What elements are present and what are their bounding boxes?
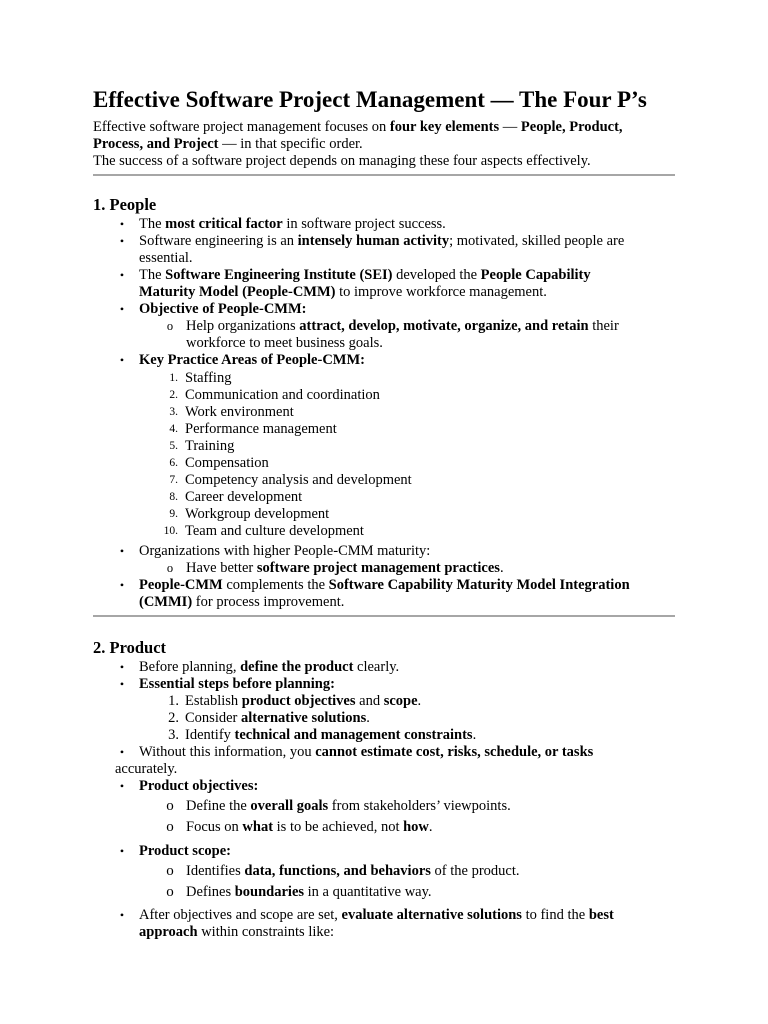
bold-text: data, functions, and behaviors — [244, 863, 431, 879]
list-item-continuation — [115, 761, 675, 778]
text: workforce to meet business goals. — [186, 335, 383, 351]
bold-text: Product scope: — [139, 843, 231, 859]
item-number: 8 . — [162, 489, 178, 506]
sub-list-item — [163, 798, 675, 815]
text: within constraints like: — [197, 924, 335, 940]
text: . — [499, 560, 504, 576]
product-list — [115, 659, 675, 941]
bullet-icon — [115, 778, 129, 795]
item-number: 1 . — [162, 370, 178, 387]
text: Consider — [185, 710, 241, 726]
text: is to be achieved, not — [273, 819, 404, 835]
essential-steps-list — [163, 693, 675, 744]
item-number: 2 . — [162, 387, 178, 404]
text: Establish — [185, 693, 242, 709]
item-text: Workgroup development — [185, 506, 330, 522]
item-text: Competency analysis and development — [185, 472, 412, 488]
key-practice-areas-list — [162, 370, 675, 540]
bold-text: four key elements — [389, 119, 500, 135]
sub-list-item — [163, 819, 675, 836]
bold-text: what — [242, 819, 274, 835]
intro — [93, 119, 675, 170]
list-item — [115, 216, 675, 233]
list-item — [115, 659, 675, 676]
list-item — [115, 577, 675, 611]
text: Identify — [185, 727, 235, 743]
bold-text: technical and management constraints — [234, 727, 473, 743]
text: . — [417, 693, 422, 709]
sub-list — [163, 318, 675, 352]
sub-list-item — [163, 560, 675, 577]
sub-list-item — [163, 863, 675, 880]
bullet-icon — [115, 267, 129, 284]
item-number: 10 . — [162, 523, 178, 540]
text: essential. — [139, 250, 193, 266]
bold-text: intensely human activity — [297, 233, 450, 249]
numbered-item — [162, 370, 675, 387]
sub-list-item — [163, 884, 675, 901]
list-item — [115, 744, 675, 761]
list-item — [115, 907, 675, 941]
item-number: 3 . — [162, 404, 178, 421]
section-heading-product: 2. Product — [93, 638, 167, 657]
item-number: 3 . — [163, 727, 179, 744]
bullet-icon — [115, 843, 129, 860]
bullet-icon — [115, 744, 129, 761]
text: clearly. — [353, 659, 400, 675]
bold-text: approach — [139, 924, 198, 940]
numbered-item — [162, 472, 675, 489]
item-text: Training — [185, 438, 235, 454]
intro-line — [93, 136, 675, 153]
text: Before planning, — [139, 659, 241, 675]
text: The — [139, 267, 166, 283]
bold-text: define the product — [240, 659, 354, 675]
bold-text: Maturity Model (People-CMM) — [139, 284, 336, 300]
bold-text: most critical factor — [165, 216, 283, 232]
numbered-item — [163, 693, 675, 710]
list-item — [115, 778, 675, 836]
bullet-icon — [115, 543, 129, 560]
item-number: 5 . — [162, 438, 178, 455]
text: in software project success. — [282, 216, 446, 232]
bullet-icon — [115, 301, 129, 318]
sub-list — [163, 560, 675, 577]
text: . — [428, 819, 433, 835]
intro-line: The success of a software project depends on managing these four aspects effectively. — [93, 153, 591, 169]
text: After objectives and scope are set, — [139, 907, 342, 923]
item-number: 4 . — [162, 421, 178, 438]
text: Focus on — [186, 819, 243, 835]
bold-text: Process, and Project — [93, 136, 219, 152]
bold-text: Essential steps before planning: — [139, 676, 335, 692]
page-title: Effective Software Project Management — The Four P’s — [93, 87, 647, 112]
list-item — [115, 301, 675, 352]
bold-text: alternative solutions — [240, 710, 367, 726]
sub-list — [163, 863, 675, 901]
bullet-icon — [115, 216, 129, 233]
text: developed the — [392, 267, 481, 283]
item-text: Communication and coordination — [185, 387, 380, 403]
intro-line — [93, 119, 675, 136]
text: Without this information, you — [139, 744, 316, 760]
bold-text: overall goals — [250, 798, 329, 814]
text: Defines — [186, 884, 235, 900]
bullet-icon — [115, 577, 129, 594]
bold-text: Product objectives: — [139, 778, 259, 794]
item-text: Staffing — [185, 370, 232, 386]
item-number: 6 . — [162, 455, 178, 472]
text: to improve workforce management. — [335, 284, 547, 300]
list-item — [115, 267, 675, 301]
item-number: 2 . — [163, 710, 179, 727]
text: of the product. — [430, 863, 520, 879]
item-number: 7 . — [162, 472, 178, 489]
item-text: Team and culture development — [185, 523, 364, 539]
text: from stakeholders’ viewpoints. — [328, 798, 511, 814]
item-text: Performance management — [185, 421, 337, 437]
sub-list — [163, 798, 675, 836]
bullet-icon — [115, 233, 129, 250]
list-item — [115, 843, 675, 901]
document-page — [93, 86, 675, 941]
circle-bullet-icon — [163, 798, 177, 815]
item-number: 1 . — [163, 693, 179, 710]
circle-bullet-icon — [163, 819, 177, 836]
numbered-item — [162, 387, 675, 404]
text: Help organizations — [186, 318, 300, 334]
text: . — [472, 727, 477, 743]
numbered-item — [162, 421, 675, 438]
numbered-item — [162, 404, 675, 421]
text: and — [355, 693, 384, 709]
bold-text: cannot estimate cost, risks, schedule, or tasks — [315, 744, 594, 760]
section-heading-people: 1. People — [93, 195, 157, 214]
numbered-item — [163, 727, 675, 744]
bullet-icon — [115, 907, 129, 924]
text: Organizations with higher People-CMM maturity: — [139, 543, 431, 559]
bold-text: Software Capability Maturity Model Integration — [328, 577, 630, 593]
text: for process improvement. — [192, 594, 345, 610]
numbered-item — [162, 523, 675, 540]
divider — [93, 174, 675, 176]
bold-text: evaluate alternative solutions — [341, 907, 522, 923]
text: Identifies — [186, 863, 245, 879]
list-item — [115, 543, 675, 577]
numbered-item — [162, 438, 675, 455]
text: — — [499, 119, 521, 135]
numbered-item — [162, 455, 675, 472]
numbered-item — [162, 489, 675, 506]
text: in a quantitative way. — [304, 884, 432, 900]
list-item — [115, 352, 675, 540]
text: . — [366, 710, 370, 726]
bold-text: software project management practices — [256, 560, 500, 576]
circle-bullet-icon — [163, 318, 177, 335]
item-text: Work environment — [185, 404, 294, 420]
text: — in that specific order. — [218, 136, 363, 152]
bold-text: Objective of People-CMM: — [139, 301, 307, 317]
bold-text: People Capability — [480, 267, 591, 283]
bold-text: best — [588, 907, 614, 923]
text: Effective software project management focuses on — [93, 119, 390, 135]
list-item — [115, 676, 675, 744]
circle-bullet-icon — [163, 863, 177, 880]
bold-text: (CMMI) — [139, 594, 193, 610]
item-number: 9 . — [162, 506, 178, 523]
bold-text: People, Product, — [520, 119, 623, 135]
bold-text: Key Practice Areas of People-CMM: — [139, 352, 365, 368]
numbered-item — [162, 506, 675, 523]
bold-text: boundaries — [234, 884, 305, 900]
bold-text: scope — [383, 693, 418, 709]
text: to find the — [521, 907, 589, 923]
bullet-icon — [115, 352, 129, 369]
sub-list-item — [163, 318, 675, 352]
text: accurately. — [115, 761, 178, 777]
people-list — [115, 216, 675, 611]
circle-bullet-icon — [163, 560, 177, 577]
text: their — [588, 318, 619, 334]
bullet-icon — [115, 676, 129, 693]
numbered-item — [163, 710, 675, 727]
text: ; motivated, skilled people are — [449, 233, 625, 249]
text: complements the — [222, 577, 329, 593]
bold-text: Software Engineering Institute (SEI) — [165, 267, 393, 283]
circle-bullet-icon — [163, 884, 177, 901]
item-text: Compensation — [185, 455, 269, 471]
text: Define the — [186, 798, 251, 814]
bullet-icon — [115, 659, 129, 676]
bold-text: attract, develop, motivate, organize, and retain — [299, 318, 589, 334]
bold-text: product objectives — [241, 693, 356, 709]
bold-text: People-CMM — [139, 577, 223, 593]
bold-text: how — [403, 819, 429, 835]
item-text: Career development — [185, 489, 303, 505]
divider — [93, 615, 675, 617]
text: Software engineering is an — [139, 233, 298, 249]
text: Have better — [186, 560, 257, 576]
text: The — [139, 216, 166, 232]
list-item — [115, 233, 675, 267]
